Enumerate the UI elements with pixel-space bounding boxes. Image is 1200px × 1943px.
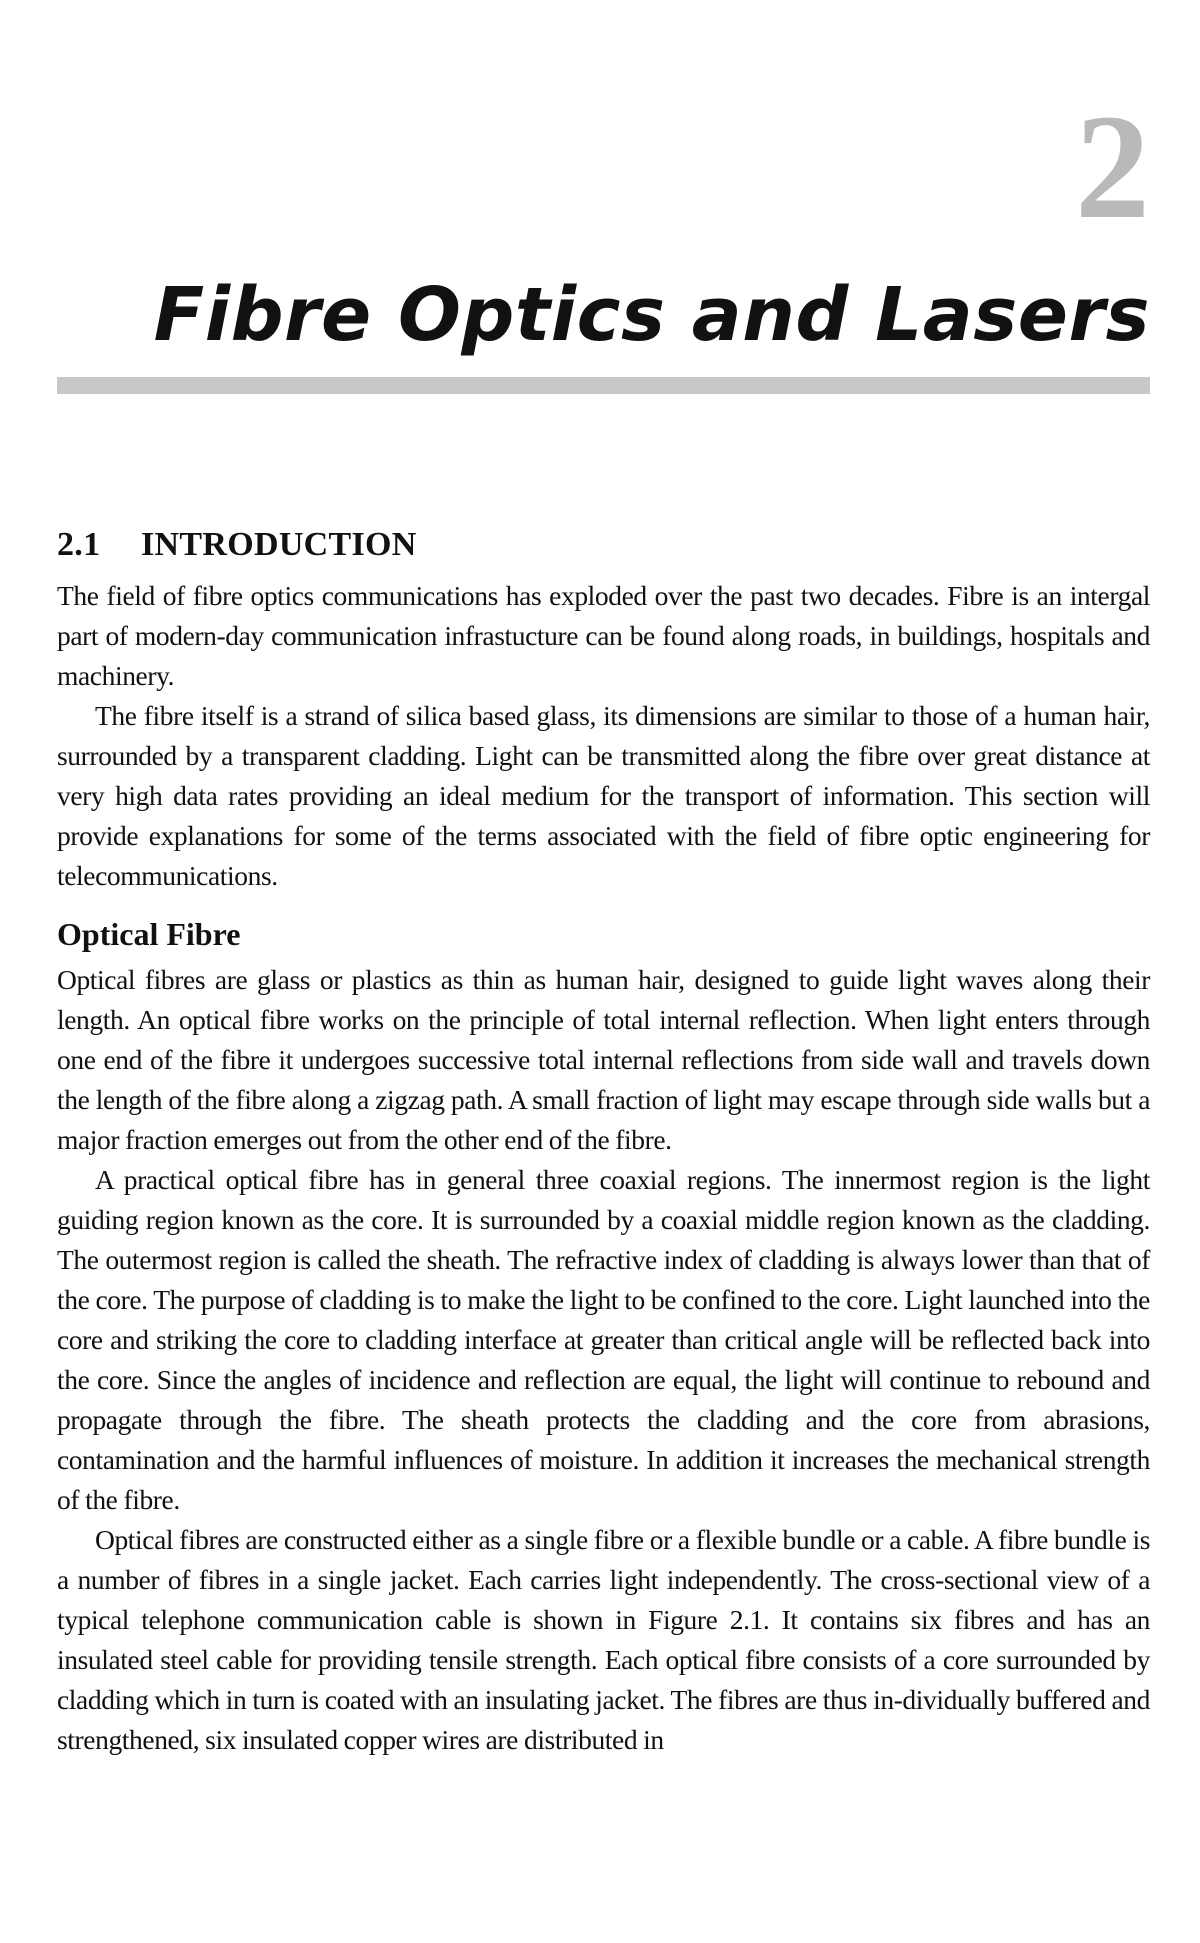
section-heading [57, 520, 1150, 570]
intro-paragraph-2: The fibre itself is a strand of silica based glass, its dimensions are similar to those of a human hair, surrounded by a transparent cladding. Light can be transmitted along the fibre over great distance at very high data rates providing an ideal medium for the transport of information. This section will provide explanations for some of the terms associated with the field of fibre optic engineering for telecommunications. [57, 700, 1150, 891]
chapter-title: Fibre Optics and Lasers [153, 272, 1150, 358]
optical-fibre-paragraph-3: Optical fibres are constructed either as a single fibre or a flexible bundle or a cable. A fibre bundle is a number of fibres in a single jacket. Each carries light independently. The cross-sectional view of a typical telephone communication cable is shown in Figure 2.1. It contains six fibres and has an insulated steel cable for providing tensile strength. Each optical fibre consists of a core surrounded by cladding which in turn is coated with an insulating jacket. The fibres are thus in-dividually buffered and strengthened, six insulated copper wires are distributed in [57, 1524, 1150, 1755]
subsection-heading: Optical Fibre [57, 916, 241, 952]
optical-fibre-paragraph-1: Optical fibres are glass or plastics as thin as human hair, designed to guide light waves along their length. An optical fibre works on the principle of total internal reflection. When light enters through one end of the fibre it undergoes successive total internal reflections from side wall and travels down the length of the fibre along a zigzag path. A small fraction of light may escape through side walls but a major fraction emerges out from the other end of the fibre. [57, 964, 1150, 1155]
intro-paragraph-1: The field of fibre optics communications has exploded over the past two decades. Fibre is an intergal part of modern-day communication infrastucture can be found along roads, in buildings, hospitals and machinery. [57, 580, 1150, 691]
title-divider [57, 377, 1150, 394]
section-title: INTRODUCTION [141, 526, 417, 563]
chapter-number: 2 [1075, 84, 1150, 250]
section-number: 2.1 [57, 526, 101, 563]
chapter-content [57, 520, 1150, 1760]
optical-fibre-paragraph-2: A practical optical fibre has in general three coaxial regions. The innermost region is the light guiding region known as the core. It is surrounded by a coaxial middle region known as the cladding. The outermost region is called the sheath. The refractive index of cladding is always lower than that of the core. The purpose of cladding is to make the light to be confined to the core. Light launched into the core and striking the core to cladding interface at greater than critical angle will be reflected back into the core. Since the angles of incidence and reflection are equal, the light will continue to rebound and propagate through the fibre. The sheath protects the cladding and the core from abrasions, contamination and the harmful influences of moisture. In addition it increases the mechanical strength of the fibre. [57, 1164, 1150, 1515]
